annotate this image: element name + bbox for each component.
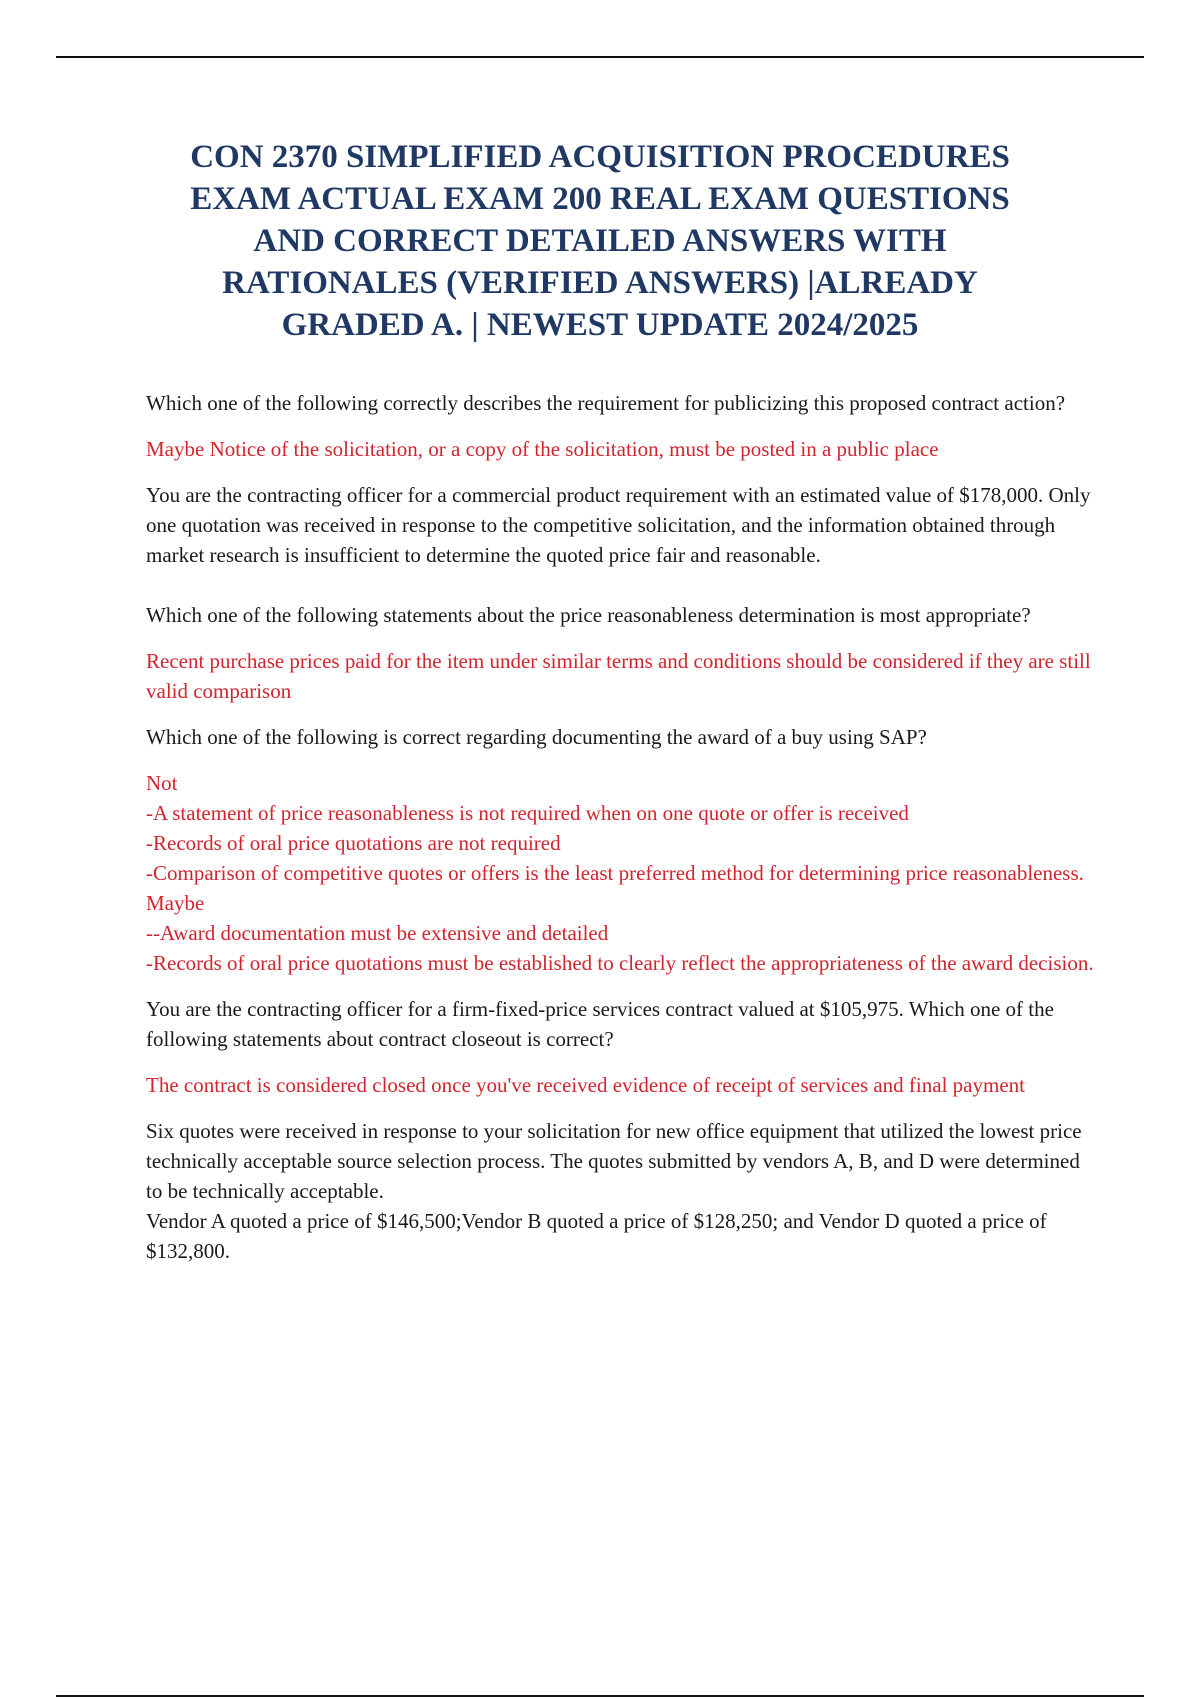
answer-4: The contract is considered closed once you've received evidence of receipt of services and final payment — [146, 1073, 1025, 1097]
answer-1: Maybe Notice of the solicitation, or a copy of the solicitation, must be posted in a public place — [146, 437, 939, 461]
document-body — [146, 388, 1096, 1266]
question-1: Which one of the following correctly describes the requirement for publicizing this proposed contract action? — [146, 391, 1066, 415]
answer-3-line: -Records of oral price quotations must be established to clearly reflect the appropriateness of the award decision. — [146, 951, 1094, 975]
title-line: GRADED A. | NEWEST UPDATE 2024/2025 — [281, 307, 919, 343]
title-line: CON 2370 SIMPLIFIED ACQUISITION PROCEDURES — [190, 139, 1010, 175]
question-3: Which one of the following is correct regarding documenting the award of a buy using SAP? — [146, 725, 927, 749]
page-title — [110, 136, 1090, 346]
answer-3-line: -Comparison of competitive quotes or offers is the least preferred method for determining price reasonableness. — [146, 861, 1084, 885]
title-line: EXAM ACTUAL EXAM 200 REAL EXAM QUESTIONS — [190, 181, 1010, 217]
top-rule — [56, 56, 1144, 58]
scenario-2: You are the contracting officer for a commercial product requirement with an estimated value of $178,000. Only one quotation was received in response to the competitive solicitation, and the information obtained through market research is insufficient to determine the quoted price fair and reasonable. — [146, 483, 1091, 567]
scenario-5-line: Six quotes were received in response to your solicitation for new office equipment that utilized the lowest price technically acceptable source selection process. The quotes submitted by vendors A, B, and D were determined to be technically acceptable. — [146, 1119, 1082, 1203]
answer-3-line: -A statement of price reasonableness is not required when on one quote or offer is received — [146, 801, 909, 825]
answer-2: Recent purchase prices paid for the item under similar terms and conditions should be considered if they are still valid comparison — [146, 649, 1091, 703]
answer-3-line: Not — [146, 771, 178, 795]
answer-3-line: --Award documentation must be extensive and detailed — [146, 921, 609, 945]
bottom-rule — [56, 1695, 1144, 1697]
answer-3 — [146, 768, 1096, 978]
answer-3-line: Maybe — [146, 891, 205, 915]
title-line: AND CORRECT DETAILED ANSWERS WITH — [253, 223, 947, 259]
scenario-5-line: Vendor A quoted a price of $146,500;Vendor B quoted a price of $128,250; and Vendor D quoted a price of $132,800. — [146, 1209, 1047, 1263]
title-line: RATIONALES (VERIFIED ANSWERS) |ALREADY — [222, 265, 978, 301]
answer-3-line: -Records of oral price quotations are not required — [146, 831, 561, 855]
question-2: Which one of the following statements about the price reasonableness determination is most appropriate? — [146, 603, 1031, 627]
scenario-5 — [146, 1116, 1096, 1266]
question-4: You are the contracting officer for a firm-fixed-price services contract valued at $105,975. Which one of the following statements about contract closeout is correct? — [146, 997, 1054, 1051]
